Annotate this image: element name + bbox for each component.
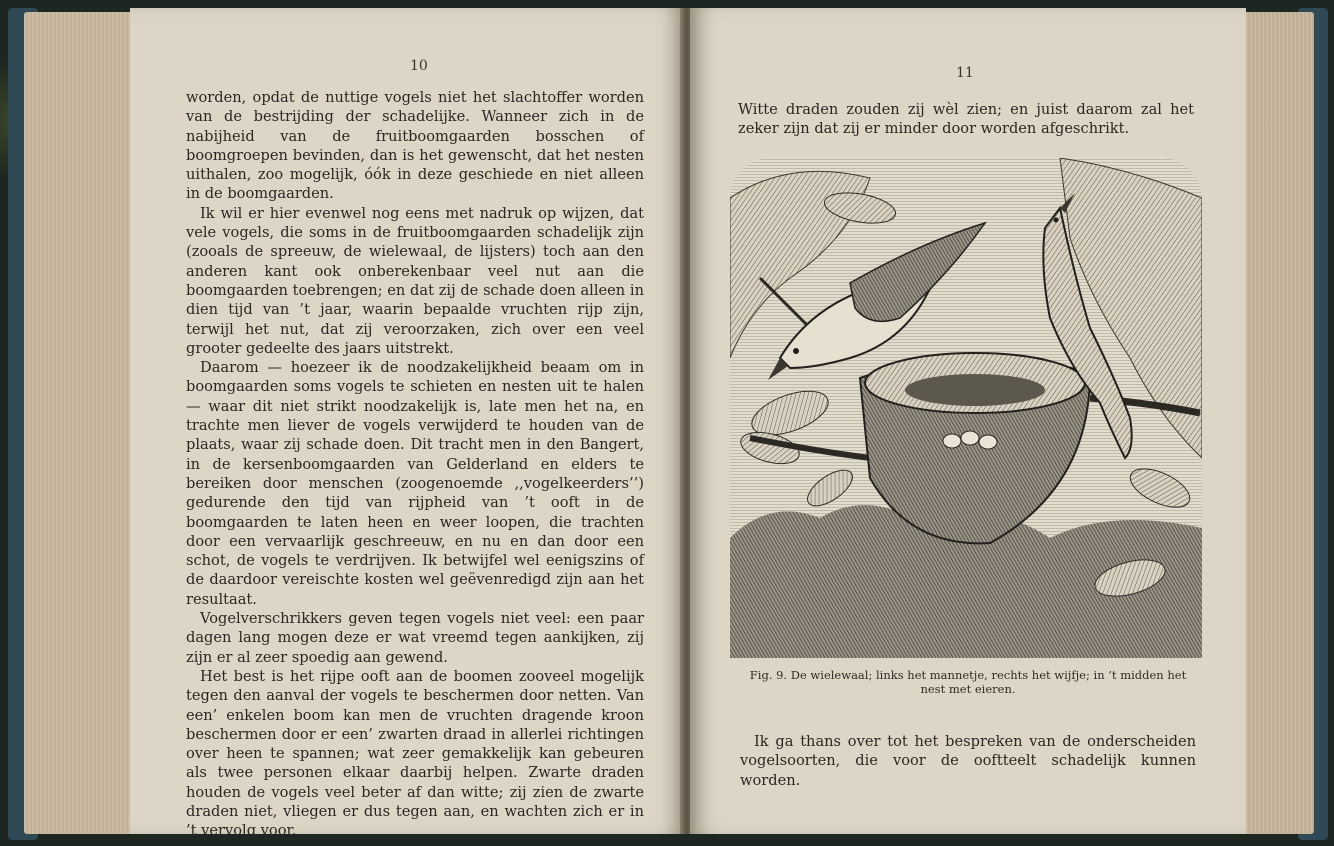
- right-page: [690, 8, 1246, 834]
- right-page-top-text: Witte draden zouden zij wèl zien; en juist daarom zal het zeker zijn dat zij er minder door worden afgeschrikt.: [738, 101, 1194, 138]
- paragraph: Daarom — hoezeer ik de noodzakelijkheid beaam om in boomgaarden soms vogels te schieten en nesten uit te halen — waar dit niet strikt noodzakelijk is, late men het na, en trachte men liever de vogels verwijderd te houden van de plaats, waar zij schade doen. Dit tracht men in den Bangert, in de kersenboomgaarden van Gelderland en elders te bereiken door menschen (zoogenoemde ,,vogelkeerders’’) gedurende den tijd van rijpheid van ’t ooft in de boomgaarden te laten heen en weer loopen, die trachten door een vervaarlijk geschreeuw, en nu en dan door een schot, de vogels te verdrijven. Ik betwijfel wel eenigszins of de daardoor vereischte kosten wel geëvenredigd zijn aan het resultaat.: [186, 359, 644, 608]
- paragraph: Ik wil er hier evenwel nog eens met nadruk op wijzen, dat vele vogels, die soms in de fruitboomgaarden schadelijk zijn (zooals de spreeuw, de wielewaal, de lijsters) toch aan den anderen kant ook onberekenbaar veel nut aan die boomgaarden toebrengen; en dat zij de schade doen alleen in dien tijd van ’t jaar, waarin bepaalde vruchten rijp zijn, terwijl het nut, dat zij veroorzaken, zich over een veel grooter gedeelte des jaars uitstrekt.: [186, 204, 644, 357]
- page-edges-left: [24, 12, 134, 834]
- page-number-left: 10: [410, 58, 428, 74]
- paragraph: Vogelverschrikkers geven tegen vogels niet veel: een paar dagen lang mogen deze er wat vreemd tegen aankijken, zij zijn er al zeer spoedig aan gewend.: [186, 610, 644, 666]
- paragraph: Het best is het rijpe ooft aan de boomen zooveel mogelijk tegen den aanval der vogels te beschermen door netten. Van een’ enkelen boom kan men de vruchten dragende kroon beschermen door er een’ zwarten draad in allerlei richtingen over heen te spannen; wat zeer gemakkelijk kan gebeuren als twee personen elkaar daarbij helpen. Zwarte draden houden de vogels veel beter af dan witte; zij zien de zwarte draden niet, vliegen er dus tegen aan, en wachten zich er in ’t vervolg voor.: [186, 667, 644, 840]
- engraving-image: [730, 158, 1202, 658]
- paragraph: worden, opdat de nuttige vogels niet het slachtoffer worden van de bestrijding der schadelijke. Wanneer zich in de nabijheid van de fruitboomgaarden bosschen of boomgroepen bevinden, dan is het gewenscht, dat het nesten uithalen, zoo mogelijk, óók in deze geschiede en niet alleen in de boomgaarden.: [186, 89, 644, 203]
- right-page-bottom-text: Ik ga thans over tot het bespreken van de onderscheiden vogelsoorten, die voor de ooftteelt schadelijk kunnen worden.: [740, 733, 1196, 789]
- left-page-body: [186, 88, 644, 841]
- left-page: [130, 8, 684, 840]
- page-edges-right: [1242, 12, 1314, 834]
- page-number-right: 11: [956, 65, 974, 81]
- figure-caption: Fig. 9. De wielewaal; links het mannetje, rechts het wijfje; in ’t midden het nest met eieren.: [749, 668, 1187, 696]
- oriole-nest-engraving: [730, 158, 1202, 658]
